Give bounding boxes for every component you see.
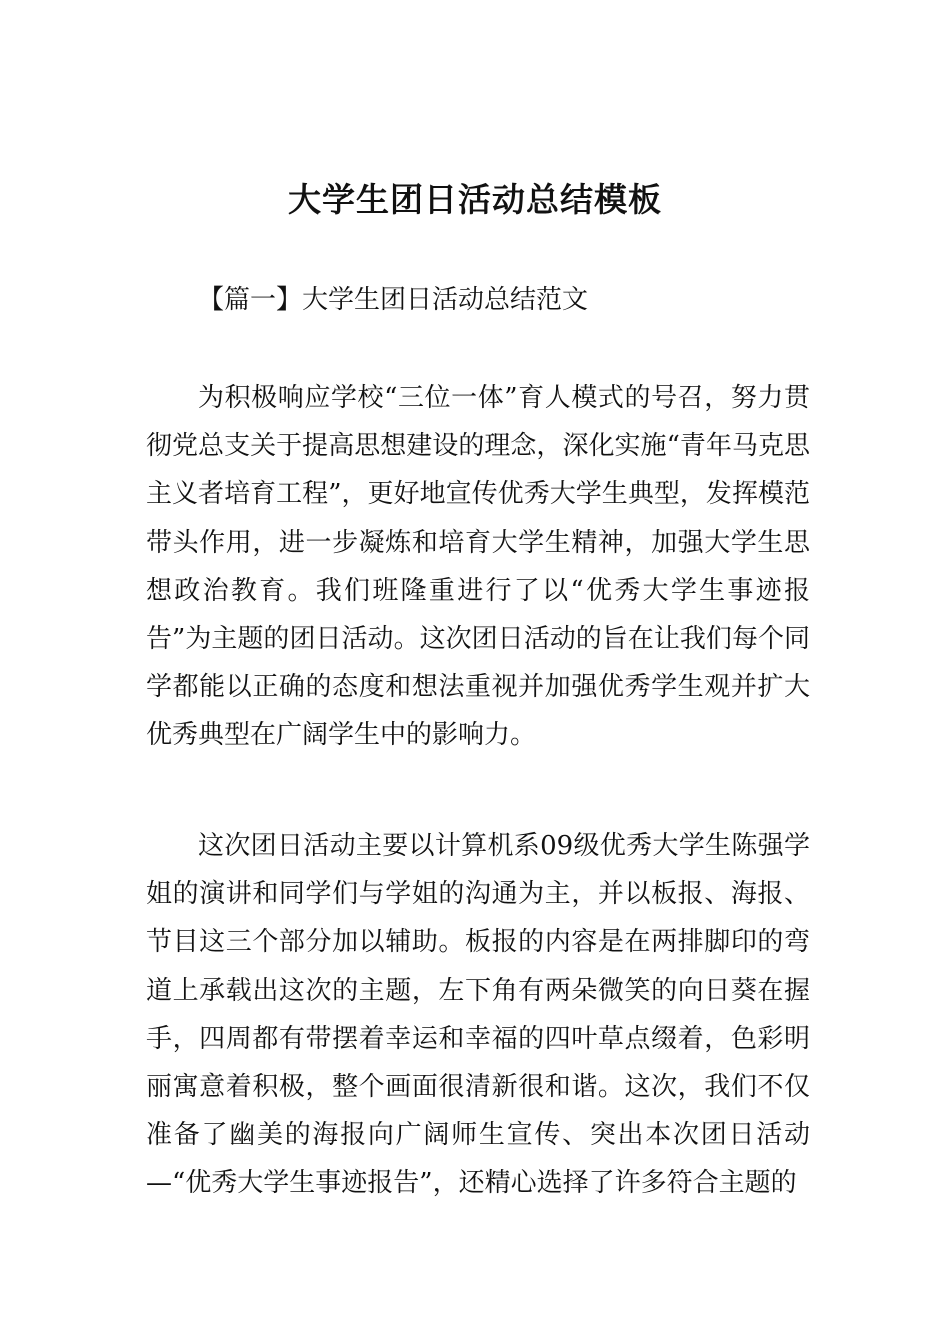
body-paragraph: 为积极响应学校“三位一体”育人模式的号召，努力贯彻党总支关于提高思想建设的理念，深化实施“青年马克思主义者培育工程”，更好地宣传优秀大学生典型，发挥模范带头作用，进一步凝炼和培育大学生精神，加强大学生思想政治教育。我们班隆重进行了以“优秀大学生事迹报告”为主题的团日活动。这次团日活动的旨在让我们每个同学都能以正确的态度和想法重视并加强优秀学生观并扩大优秀典型在广阔学生中的影响力。 [146,383,810,751]
document-title: 大学生团日活动总结模板 [288,180,662,219]
section-heading: 【篇一】大学生团日活动总结范文 [198,285,589,315]
body-paragraph: 这次团日活动主要以计算机系09级优秀大学生陈强学姐的演讲和同学们与学姐的沟通为主，并以板报、海报、节目这三个部分加以辅助。板报的内容是在两排脚印的弯道上承载出这次的主题，左下角有两朵微笑的向日葵在握手，四周都有带摆着幸运和幸福的四叶草点缀着，色彩明丽寓意着积极，整个画面很清新很和谐。这次，我们不仅准备了幽美的海报向广阔师生宣传、突出本次团日活动—“优秀大学生事迹报告”，还精心选择了许多符合主题的 [146,831,810,1199]
